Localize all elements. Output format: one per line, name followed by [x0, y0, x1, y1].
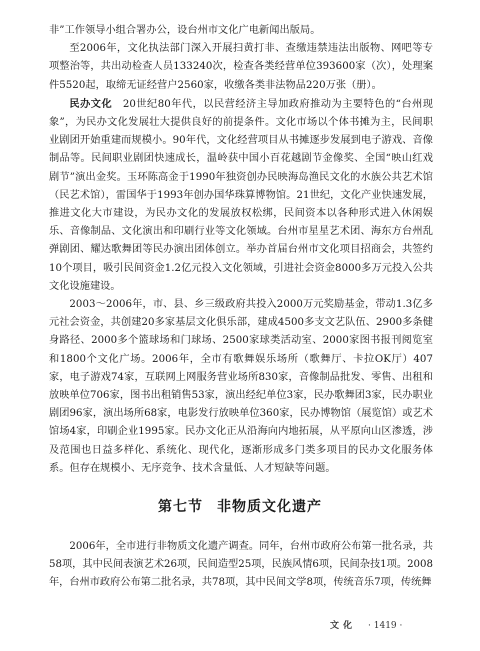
paragraph-3-lead: 民办文化 — [69, 97, 113, 110]
paragraph-5: 2006年，全市进行非物质文化遗产调查。同年，台州市政府公布第一批名录，共58项，其中民间表演艺术26项，民间造型25项，民族风情6项，民间杂技1项。2008年，台州市政府公布第二批名录，共78项，其中民间文学8项，传统音乐7项，传统舞 — [49, 541, 433, 589]
paragraph-1: 非”工作领导小组合署办公，设台州市文化广电新闻出版局。 — [49, 25, 321, 36]
paragraph-3-body: 20世纪80年代，以民营经济主导加政府推动为主要特色的“台州现象”，为民办文化发展壮大提供良好的前提条件。文化市场以个体书摊为主，民间职业剧团开始重建而规模小。90年代，文化经营项目从书摊逐步发展到电子游戏、音像制品等。民间职业剧团快速成长，温岭获中国小百花越剧节金像奖、全国“映山红戏剧节”演出金奖。玉环陈高金于1990年独资创办民映海岛渔民文化的水族公共艺术馆（民艺术馆），雷国华于1993年创办国华珠算博物馆。21世纪，文化产业快速发展，推进文化大市建设，为民办文化的发展放权松绑，民间资本以各种形式进入休闲娱乐、音像制品、文化演出和印刷行业等文化领域。台州市星星艺术团、海东方台州乱弹剧团、耀达歌舞团等民办演出团体创立。举办首届台州市文化项目招商会，共签约10个项目，吸引民间资金1.2亿元投入文化领域，引进社会资金8000多万元投入公共文化设施建设。 — [49, 98, 434, 292]
section-title-text: 非物质文化遗产 — [217, 499, 322, 515]
section-text-block — [49, 538, 433, 593]
footer-section-name: 文化 — [330, 621, 357, 631]
paragraph-4: 2003～2006年，市、县、乡三级政府共投入2000万元奖励基金，带动1.3亿多元社会资金，共创建20多家基层文化俱乐部，建成4500多支文艺队伍、2900多条健身路径、2000多个篮球场和门球场、2500家球类活动室、2000家图书报刊阅览室和1800个文化广场。2006年，全市有歌舞娱乐场所（歌舞厅、卡拉OK厅）407家，电子游戏74家，互联网上网服务营业场所830家，音像制品批发、零售、出租和放映单位706家，图书出租销售53家，演出经纪单位3家，民办歌舞团3家，民办职业剧团96家，演出场所68家，电影发行放映单位360家，民办博物馆（展览馆）或艺术馆场4家，印刷企业1995家。民办文化正从沿海向内地拓展，从平原向山区渗透，涉及范围也日益多样化、系统化、现代化，逐渐形成多门类多项目的民办文化服务体系。但存在规模小、无序竞争、技术含量低、人才短缺等问题。 — [49, 299, 433, 474]
section-number: 第七节 — [158, 499, 203, 515]
page-number: · 1419 · — [368, 621, 403, 631]
paragraph-3 — [49, 95, 433, 296]
main-text-block — [49, 22, 433, 478]
section-heading — [0, 496, 480, 516]
paragraph-2: 至2006年，文化执法部门深入开展扫黄打非、查缴违禁违法出版物、网吧等专项整治等，共出动检查人员133240次，检查各类经营单位393600家（次），处理案件5520起，取缔无证经营户2560家，收缴各类非法物品220万张（册）。 — [49, 43, 433, 91]
page-footer — [330, 618, 440, 631]
